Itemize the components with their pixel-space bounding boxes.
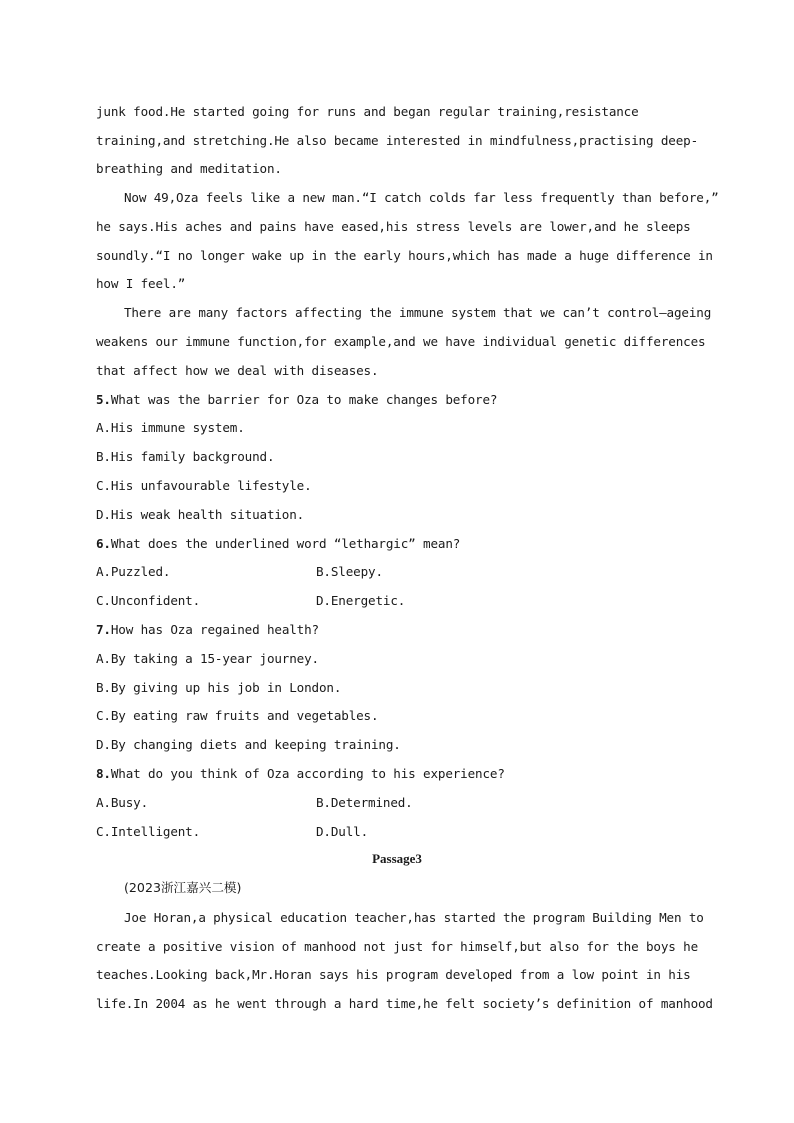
- option-a: A.By taking a 15-year journey.: [96, 651, 319, 666]
- paragraph-line: junk food.He started going for runs and began regular training,resistance: [96, 104, 639, 119]
- option-d: D.His weak health situation.: [96, 507, 305, 522]
- paragraph-line: teaches.Looking back,Mr.Horan says his program developed from a low point in his: [96, 967, 691, 982]
- paragraph-line: life.In 2004 as he went through a hard time,he felt society’s definition of manhood: [96, 996, 713, 1011]
- question-7: [96, 622, 696, 638]
- option-a: A.Puzzled.: [96, 564, 171, 579]
- option-d: D.By changing diets and keeping training.: [96, 737, 401, 752]
- option-a: A.His immune system.: [96, 420, 245, 435]
- option-row: [96, 824, 696, 840]
- passage-heading: Passage3: [372, 851, 422, 866]
- option-c: C.His unfavourable lifestyle.: [96, 478, 312, 493]
- question-6: [96, 536, 696, 552]
- question-stem: What do you think of Oza according to his experience?: [110, 766, 505, 781]
- question-number: 7.: [96, 622, 111, 637]
- option-b: B.His family background.: [96, 449, 275, 464]
- option-c: C.Intelligent.: [96, 824, 201, 839]
- paragraph-line: Now 49,Oza feels like a new man.“I catch colds far less frequently than before,”: [124, 190, 719, 205]
- paragraph-line: that affect how we deal with diseases.: [96, 363, 379, 378]
- option-b: B.Sleepy.: [316, 564, 383, 579]
- paragraph-line: Joe Horan,a physical education teacher,has started the program Building Men to: [124, 910, 704, 925]
- option-c: C.Unconfident.: [96, 593, 201, 608]
- paragraph-line: weakens our immune function,for example,and we have individual genetic differences: [96, 334, 706, 349]
- option-row: [96, 795, 696, 811]
- paragraph-line: There are many factors affecting the immune system that we can’t control—ageing: [124, 305, 712, 320]
- question-stem: What was the barrier for Oza to make changes before?: [110, 392, 498, 407]
- paragraph-line: how I feel.”: [96, 276, 186, 291]
- option-d: D.Dull.: [316, 824, 369, 839]
- option-row: [96, 593, 696, 609]
- option-row: [96, 564, 696, 580]
- paragraph-line: training,and stretching.He also became interested in mindfulness,practising deep-: [96, 133, 698, 148]
- question-number: 5.: [96, 392, 111, 407]
- paragraph-line: breathing and meditation.: [96, 161, 282, 176]
- option-a: A.Busy.: [96, 795, 149, 810]
- question-8: [96, 766, 696, 782]
- paragraph-line: soundly.“I no longer wake up in the early hours,which has made a huge difference in: [96, 248, 713, 263]
- option-c: C.By eating raw fruits and vegetables.: [96, 708, 379, 723]
- paragraph-line: create a positive vision of manhood not just for himself,but also for the boys he: [96, 939, 698, 954]
- paragraph-line: he says.His aches and pains have eased,his stress levels are lower,and he sleeps: [96, 219, 691, 234]
- option-d: D.Energetic.: [316, 593, 406, 608]
- passage-source: (2023浙江嘉兴二模): [124, 880, 242, 895]
- question-5: [96, 392, 696, 408]
- option-b: B.By giving up his job in London.: [96, 680, 342, 695]
- question-number: 6.: [96, 536, 111, 551]
- question-stem: What does the underlined word “lethargic” mean?: [110, 536, 461, 551]
- option-b: B.Determined.: [316, 795, 413, 810]
- question-stem: How has Oza regained health?: [110, 622, 319, 637]
- question-number: 8.: [96, 766, 111, 781]
